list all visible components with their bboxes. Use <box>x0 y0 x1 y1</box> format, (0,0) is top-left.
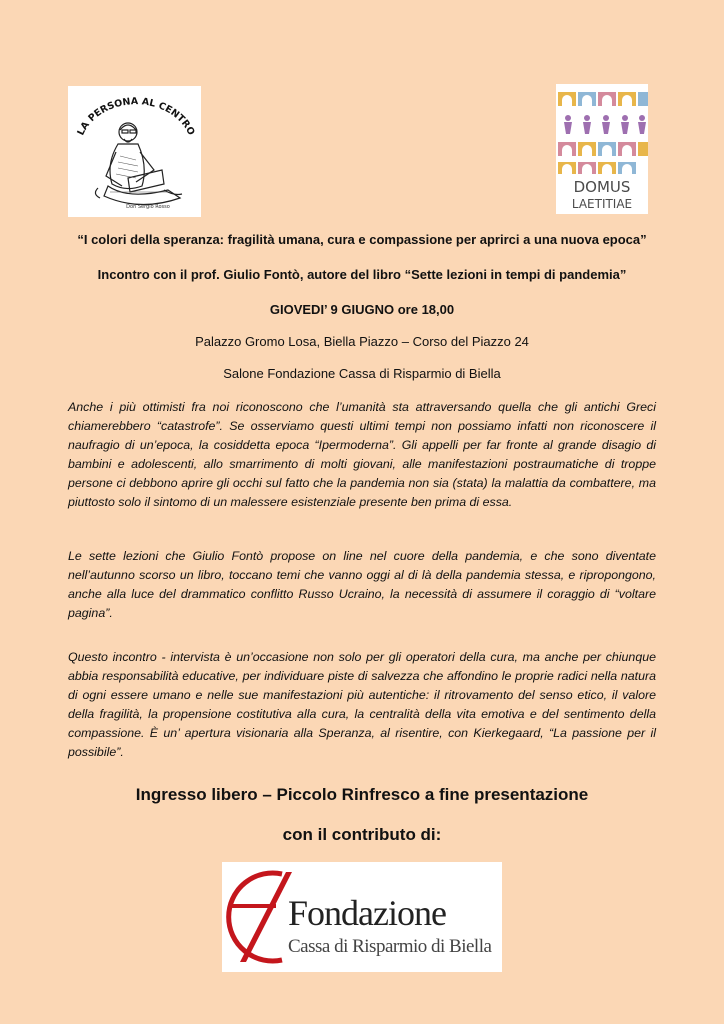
event-date: GIOVEDI’ 9 GIUGNO ore 18,00 <box>269 302 455 317</box>
la-persona-al-centro-logo <box>68 86 201 217</box>
logo-domus-text: DOMUS <box>573 178 631 196</box>
event-subtitle: Incontro con il prof. Giulio Fontò, autore del libro “Sette lezioni in tempi di pandemia” <box>97 267 627 282</box>
event-hall: Salone Fondazione Cassa di Risparmio di Biella <box>223 366 501 381</box>
fondazione-subtitle: Cassa di Risparmio di Biella <box>288 936 492 957</box>
fondazione-logo <box>222 862 502 972</box>
body-paragraph-2: Le sette lezioni che Giulio Fontò propose on line nel cuore della pandemia, e che sono diventate nell’autunno scorso un libro, toccano temi che vanno oggi al di là della pandemia stessa, e ripropongono, anche alla luce del drammatico conflitto Russo Ucraino, la necessità di assumere il coraggio di “voltare pagina”. <box>68 549 656 620</box>
entry-notice: Ingresso libero – Piccolo Rinfresco a fine presentazione <box>135 785 589 804</box>
logo-arc-text: LA PERSONA AL CENTRO <box>75 96 197 138</box>
logo-laetitiae-text: LAETITIAE <box>571 197 633 211</box>
body-paragraph-3: Questo incontro - intervista è un’occasione non solo per gli operatori della cura, ma anche per chiunque abbia responsabilità educative, per individuare piste di salvezza che affondino le proprie radici nella natura di ogni essere umano e nelle sue manifestazioni più autentiche: il ritrovamento del senso etico, il valore della fragilità, la propensione costitutiva alla cura, la centralità della vita emotiva e del sentimento della compassione. È un’ apertura visionaria alla Speranza, al risentire, con Kierkegaard, “La passione per il possibile”. <box>68 650 656 759</box>
event-title: “I colori della speranza: fragilità umana, cura e compassione per aprirci a una nuova epoca” <box>77 232 647 247</box>
logo-caption: Don Sergio Rosso <box>126 204 170 210</box>
contribution-label: con il contributo di: <box>282 825 442 844</box>
body-paragraph-1: Anche i più ottimisti fra noi riconoscono che l’umanità sta attraversando quella che gli antichi Greci chiamerebbero “catastrofe”. Se osserviamo questi ultimi tempi non possiamo infatti non riconoscere il naufragio di un’epoca, la cosiddetta epoca “Ipermoderna”. Gli appelli per far fronte al grande disagio di bambini e adolescenti, allo smarrimento di molti giovani, alle manifestazioni postraumatiche di troppe persone ci debbono aprire gli occhi sul fatto che la pandemia non sia (stata) la malattia da combattere, ma piuttosto solo il sintomo di un malessere esistenziale presente ben prima di essa. <box>68 400 656 509</box>
domus-laetitiae-logo <box>556 84 648 214</box>
event-venue: Palazzo Gromo Losa, Biella Piazzo – Corso del Piazzo 24 <box>195 334 529 349</box>
fondazione-title: Fondazione <box>288 893 446 933</box>
